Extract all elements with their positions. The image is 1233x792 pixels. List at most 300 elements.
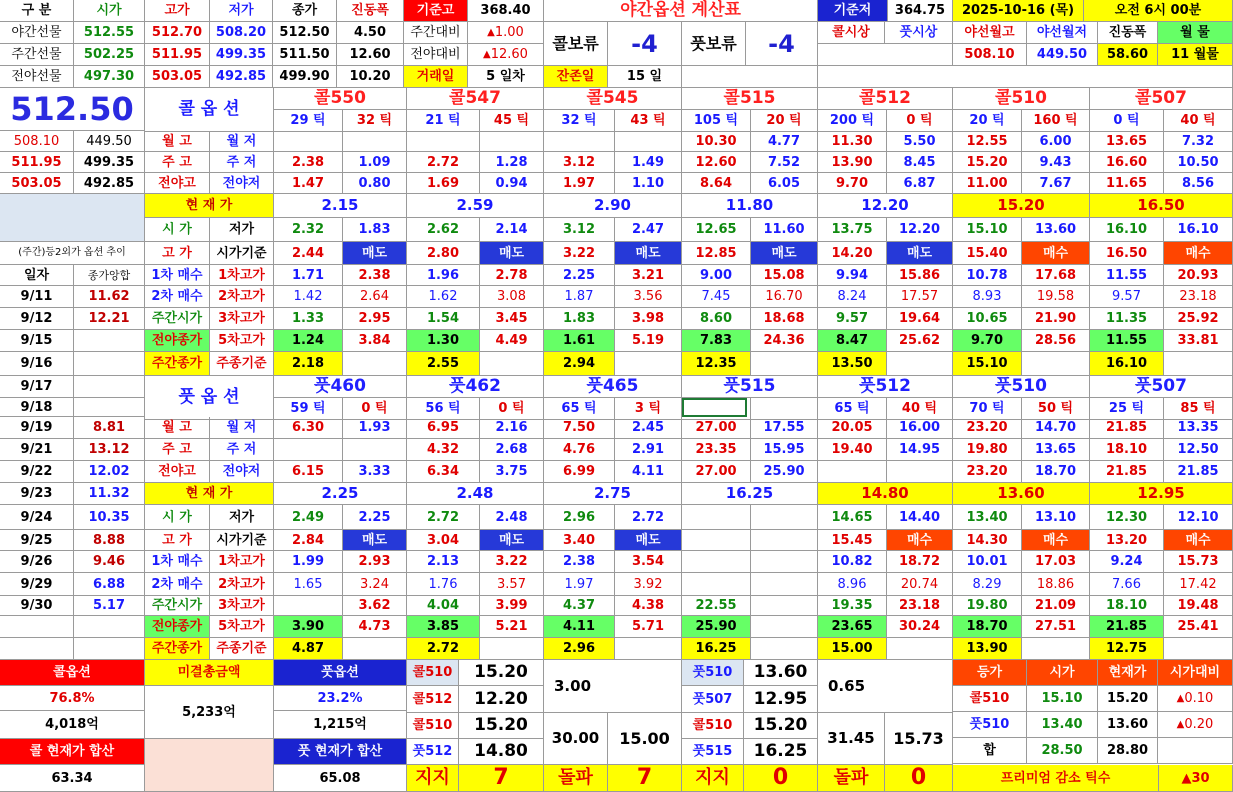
val-high: 12.60 [682,152,751,173]
left-prev-high: 503.05 [0,173,74,194]
buy-level: 1.97 [544,573,615,596]
high-level: 4.73 [343,616,407,638]
signal-badge[interactable]: 매도 [343,530,407,551]
futures-range: 12.60 [337,44,404,66]
val-high: 6.34 [407,461,480,483]
day-diff-label: 주간대비 [404,22,468,44]
day-date: 9/29 [0,573,74,596]
row-label: 전야종가 [145,330,210,352]
row-label: 저가 [210,218,274,242]
row-label: 1차 매수 [145,265,210,286]
pair-value: 12.95 [744,686,818,713]
val-low: 1.28 [480,152,544,173]
day-date: 9/16 [0,352,74,376]
val-low: 7.52 [751,152,818,173]
buy-level: 11.55 [1090,265,1164,286]
up-triangle-icon: ▲ [487,26,495,38]
val-low: 2.16 [480,417,544,439]
val-low: 2.45 [615,417,682,439]
val-low: 4.11 [615,461,682,483]
buy-level: 8.24 [818,286,887,308]
option-name: 콜512 [818,88,953,110]
buy-level: 22.55 [682,596,751,616]
val-high: 1.97 [544,173,615,194]
month-label: 월 물 [1158,22,1233,44]
buy-level: 1.87 [544,286,615,308]
val-high: 2.38 [274,152,343,173]
futures-close: 512.50 [273,22,337,44]
buy-level: 10.78 [953,265,1022,286]
header-0: 구 분 [0,0,74,22]
high-level: 23.18 [887,596,953,616]
val-low: 8.45 [887,152,953,173]
val-high: 1.47 [274,173,343,194]
row-label: 시가기준 [210,242,274,265]
blank [1164,352,1233,376]
pair-name: 콜510 [407,713,459,739]
pair-name: 콜510 [682,713,744,739]
current-price: 16.25 [682,483,818,505]
tick-1: 21 틱 [407,110,480,132]
futures-range: 4.50 [337,22,404,44]
val-high: 4.32 [407,439,480,461]
high-level: 24.36 [751,330,818,352]
buy-level: 8.47 [818,330,887,352]
day-value [74,330,145,352]
val-low [887,461,953,483]
low-price: 2.72 [615,505,682,530]
signal-badge[interactable] [751,530,818,551]
open-price: 12.30 [1090,505,1164,530]
day-value: 8.81 [74,417,145,439]
high-level: 3.99 [480,596,544,616]
buy-level: 1.99 [274,551,343,573]
close-base: 2.55 [407,352,480,376]
high-level: 16.70 [751,286,818,308]
option-name: 풋507 [1090,376,1233,398]
val-high: 6.30 [274,417,343,439]
pair-value: 14.80 [459,739,544,765]
day-value: 9.46 [74,551,145,573]
day-date: 9/30 [0,596,74,616]
call-amount: 4,018억 [0,711,145,739]
high-level: 19.64 [887,308,953,330]
buy-level [682,551,751,573]
signal-badge[interactable]: 매수 [1022,530,1090,551]
low-price: 12.10 [1164,505,1233,530]
support-break-5: 0 [744,765,818,792]
open-price: 16.10 [1090,218,1164,242]
option-name: 풋510 [953,376,1090,398]
current-price: 12.20 [818,194,953,218]
high-level: 20.93 [1164,265,1233,286]
option-name: 콜515 [682,88,818,110]
day-date: 9/11 [0,286,74,308]
high-level: 3.21 [615,265,682,286]
header-3: 저가 [210,0,273,22]
val-high: 6.15 [274,461,343,483]
close-base: 2.18 [274,352,343,376]
day-date: 9/24 [0,505,74,530]
high-level [751,573,818,596]
close-base: 16.10 [1090,352,1164,376]
buy-level: 8.29 [953,573,1022,596]
buy-level: 18.70 [953,616,1022,638]
day-value: 6.88 [74,573,145,596]
open-price: 12.65 [682,218,751,242]
buy-level: 4.04 [407,596,480,616]
day-date: 9/17 [0,376,74,398]
high-level: 3.57 [480,573,544,596]
tick-1: 0 틱 [1090,110,1164,132]
close-base: 12.35 [682,352,751,376]
high-level: 2.78 [480,265,544,286]
day-value [74,352,145,376]
val-high: 1.69 [407,173,480,194]
close-base: 2.96 [544,638,615,660]
buy-level: 10.65 [953,308,1022,330]
close-base: 15.00 [818,638,887,660]
buy-level: 9.70 [953,330,1022,352]
day-date [0,616,74,638]
high-price: 2.80 [407,242,480,265]
pair-value: 15.20 [459,660,544,686]
high-price: 15.40 [953,242,1022,265]
high-level: 3.22 [480,551,544,573]
row-label: 1차고가 [210,551,274,573]
val-low: 9.43 [1022,152,1090,173]
current-price: 12.95 [1090,483,1233,505]
blank [1164,638,1233,660]
summary-current: 15.20 [1098,686,1158,712]
blank [887,638,953,660]
day-diff [468,22,544,44]
val-high: 8.64 [682,173,751,194]
futures-high: 511.95 [145,44,210,66]
val-low [480,131,544,152]
open-price: 15.10 [953,218,1022,242]
val-low: 8.56 [1164,173,1233,194]
call-hold: -4 [608,22,682,66]
day-date: 9/25 [0,530,74,551]
buy-level: 7.45 [682,286,751,308]
hl-label: 월 고 [145,417,210,439]
val-high: 15.20 [953,152,1022,173]
close-base: 13.90 [953,638,1022,660]
high-level: 4.38 [615,596,682,616]
val-low [343,131,407,152]
mid-value-1b: 15.00 [608,713,682,765]
hl-label: 전야고 [145,461,210,483]
futures-low: 499.35 [210,44,273,66]
high-level: 3.92 [615,573,682,596]
remain-day: 15 일 [608,66,682,88]
synth-header: 종가앙합 [74,265,145,286]
val-low: 7.32 [1164,131,1233,152]
selected-cell[interactable] [682,398,747,417]
signal-badge[interactable]: 매수 [1164,242,1233,265]
buy-level: 1.83 [544,308,615,330]
hl-label: 월 고 [145,131,210,152]
buy-level: 2.25 [544,265,615,286]
put-amount: 1,215억 [274,711,407,739]
open-price: 13.40 [953,505,1022,530]
support-break-2: 돌파 [544,765,608,792]
high-level: 17.42 [1164,573,1233,596]
futures-label: 야간선물 [0,22,74,44]
pair-value: 15.20 [459,713,544,739]
put-sum-label: 풋 현재가 합산 [274,739,407,765]
buy-level: 11.55 [1090,330,1164,352]
premium-value: ▲30 [1159,765,1233,792]
hl-label: 월 저 [210,417,274,439]
buy-level: 1.71 [274,265,343,286]
val-low: 0.94 [480,173,544,194]
tick-2: 50 틱 [1022,398,1090,420]
val-high: 11.30 [818,131,887,152]
buy-level: 1.54 [407,308,480,330]
high-level: 3.54 [615,551,682,573]
val-low: 5.50 [887,131,953,152]
futures-open: 502.25 [74,44,145,66]
val-high: 9.70 [818,173,887,194]
val-high: 18.10 [1090,439,1164,461]
signal-badge[interactable]: 매수 [1164,530,1233,551]
mid-value-2b: 15.73 [885,713,953,765]
high-level: 27.51 [1022,616,1090,638]
option-name: 풋515 [682,376,818,398]
high-level: 23.18 [1164,286,1233,308]
blank [343,352,407,376]
sheet-title: 야간옵션 계산표 [544,0,818,22]
current-price: 2.48 [407,483,544,505]
open-price: 2.72 [407,505,480,530]
ref-low-value: 364.75 [888,0,953,22]
day-value: 10.35 [74,505,145,530]
high-level: 17.68 [1022,265,1090,286]
low-price: 1.83 [343,218,407,242]
high-level [751,616,818,638]
put-opt-label: 풋옵션 [274,660,407,686]
up-triangle-icon: ▲ [1176,692,1185,704]
tick-2: 85 틱 [1164,398,1233,420]
high-price: 14.20 [818,242,887,265]
row-label: 전야종가 [145,616,210,638]
current-price: 2.90 [544,194,682,218]
high-price: 3.40 [544,530,615,551]
signal-badge[interactable]: 매도 [887,242,953,265]
tick-2: 40 틱 [887,398,953,420]
current-label: 현 재 가 [145,483,274,505]
buy-level: 1.61 [544,330,615,352]
put-sum: 65.08 [274,765,407,792]
tick-1: 59 틱 [274,398,343,420]
high-price [682,530,751,551]
hl-label: 전야저 [210,461,274,483]
call-pct: 76.8% [0,686,145,711]
buy-level: 23.65 [818,616,887,638]
futures-low: 508.20 [210,22,273,44]
buy-level: 9.24 [1090,551,1164,573]
signal-badge[interactable]: 매수 [1022,242,1090,265]
close-base: 13.50 [818,352,887,376]
day-value: 11.32 [74,483,145,505]
tick-1: 70 틱 [953,398,1022,420]
support-break-7: 0 [885,765,953,792]
val-high: 6.99 [544,461,615,483]
signal-badge[interactable]: 매도 [615,530,682,551]
futures-open: 512.55 [74,22,145,44]
up-triangle-icon: ▲ [1176,718,1185,730]
signal-badge[interactable]: 매수 [887,530,953,551]
blank [682,66,818,88]
pair-value: 13.60 [744,660,818,686]
val-low: 1.93 [343,417,407,439]
high-level [751,551,818,573]
high-level: 19.58 [1022,286,1090,308]
signal-badge[interactable]: 매도 [343,242,407,265]
val-low: 21.85 [1164,461,1233,483]
blank [751,638,818,660]
low-price: 2.25 [343,505,407,530]
val-low: 2.91 [615,439,682,461]
buy-level: 25.90 [682,616,751,638]
signal-badge[interactable]: 매도 [480,242,544,265]
open-price: 14.65 [818,505,887,530]
up-triangle-icon: ▲ [483,48,491,60]
day-value: 8.88 [74,530,145,551]
summary-current: 28.80 [1098,738,1158,764]
tick-2: 45 틱 [480,110,544,132]
futures-close: 499.90 [273,66,337,88]
buy-level: 1.65 [274,573,343,596]
val-low: 2.68 [480,439,544,461]
day-date: 9/21 [0,439,74,461]
low-price: 14.40 [887,505,953,530]
blank [480,638,544,660]
signal-badge[interactable]: 매도 [615,242,682,265]
buy-level [682,573,751,596]
high-level: 2.38 [343,265,407,286]
header-1: 시가 [74,0,145,22]
val-low: 3.75 [480,461,544,483]
left-month-high: 508.10 [0,131,74,152]
high-level: 3.98 [615,308,682,330]
val-high: 10.30 [682,131,751,152]
signal-badge[interactable]: 매도 [751,242,818,265]
low-price: 2.47 [615,218,682,242]
signal-badge[interactable]: 매도 [480,530,544,551]
val-low: 18.70 [1022,461,1090,483]
summary-header: 현재가 [1098,660,1158,686]
row-label: 3차고가 [210,308,274,330]
buy-level: 1.76 [407,573,480,596]
day-date: 9/23 [0,483,74,505]
buy-level: 1.33 [274,308,343,330]
buy-level: 1.24 [274,330,343,352]
summary-name: 풋510 [953,712,1027,738]
pair-value: 12.20 [459,686,544,713]
pair-value: 16.25 [744,739,818,765]
current-price: 2.75 [544,483,682,505]
tick-1: 65 틱 [818,398,887,420]
left-week-high: 511.95 [0,152,74,173]
high-level: 25.62 [887,330,953,352]
night-month-low: 449.50 [1027,44,1098,66]
hl-label: 주 저 [210,439,274,461]
open-price: 2.62 [407,218,480,242]
current-price: 2.25 [274,483,407,505]
row-label: 주간시가 [145,596,210,616]
buy-level: 9.57 [818,308,887,330]
high-level: 25.41 [1164,616,1233,638]
high-level: 3.62 [343,596,407,616]
prev-diff-label: 전야대비 [404,44,468,66]
val-low: 14.70 [1022,417,1090,439]
blank [343,638,407,660]
pair-name: 풋507 [682,686,744,713]
row-label: 2차고가 [210,573,274,596]
val-high [274,131,343,152]
buy-level: 1.62 [407,286,480,308]
tick-1: 105 틱 [682,110,751,132]
buy-level: 9.00 [682,265,751,286]
remain-day-label: 잔존일 [544,66,608,88]
hl-label: 주 저 [210,152,274,173]
mid-value-1: 3.00 [544,660,682,713]
prev-diff [468,44,544,66]
futures-label: 주간선물 [0,44,74,66]
val-low: 14.95 [887,439,953,461]
high-level: 15.73 [1164,551,1233,573]
close-base: 12.75 [1090,638,1164,660]
hl-label: 전야저 [210,173,274,194]
low-price: 11.60 [751,218,818,242]
day-value: 13.12 [74,439,145,461]
day-date: 9/26 [0,551,74,573]
high-price: 3.22 [544,242,615,265]
val-low: 6.05 [751,173,818,194]
close-base: 2.72 [407,638,480,660]
support-break-4: 지지 [682,765,744,792]
high-level: 3.56 [615,286,682,308]
left-prev-low: 492.85 [74,173,145,194]
open-price: 2.96 [544,505,615,530]
val-high: 7.50 [544,417,615,439]
day-value [74,638,145,660]
buy-level: 11.35 [1090,308,1164,330]
close-base: 4.87 [274,638,343,660]
tick-1: 29 틱 [274,110,343,132]
tick-2: 0 틱 [480,398,544,420]
option-name: 풋460 [274,376,407,398]
option-name: 콜547 [407,88,544,110]
futures-high: 512.70 [145,22,210,44]
pair-name: 풋512 [407,739,459,765]
call-opt-label: 콜옵션 [0,660,145,686]
prev-diff-value: 12.60 [490,47,528,62]
row-label: 시 가 [145,505,210,530]
futures-label: 전야선물 [0,66,74,88]
pair-name: 콜512 [407,686,459,713]
tick-2: 43 틱 [615,110,682,132]
val-high: 23.35 [682,439,751,461]
hl-label: 전야고 [145,173,210,194]
day-value [74,398,145,417]
blank [615,638,682,660]
day-value: 12.21 [74,308,145,330]
val-high: 16.60 [1090,152,1164,173]
